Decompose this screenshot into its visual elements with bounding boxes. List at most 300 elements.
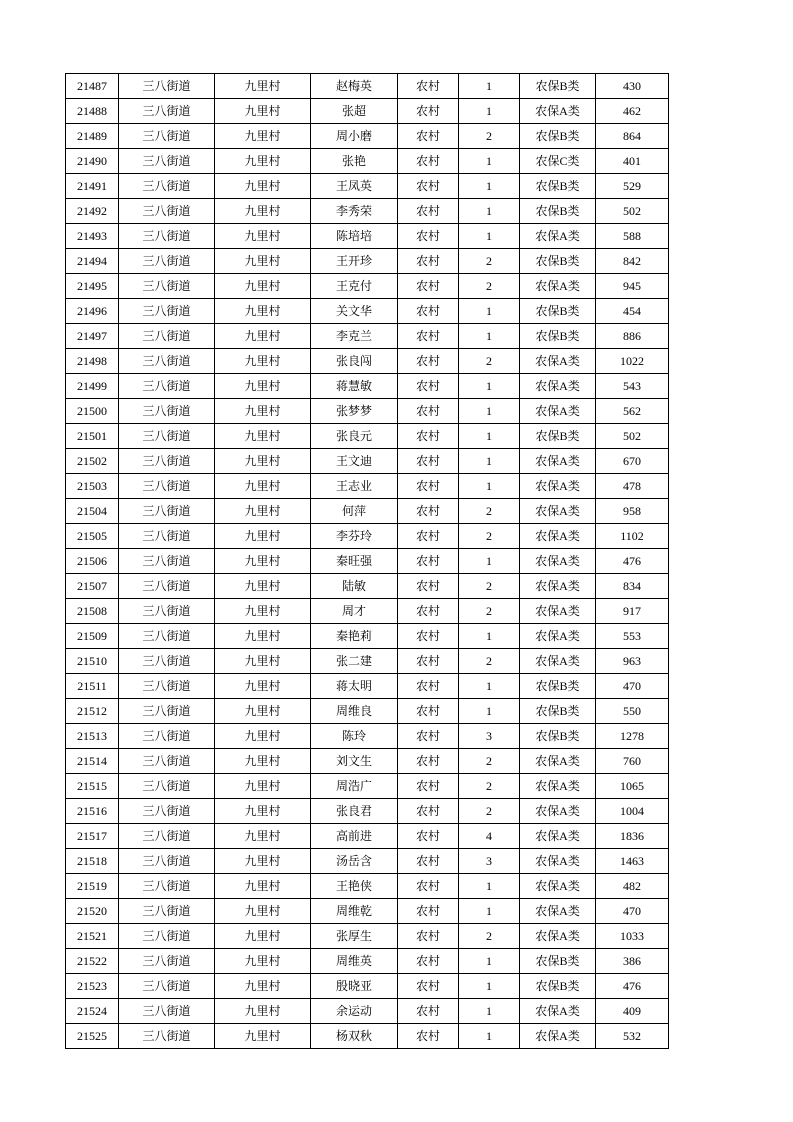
cell-name: 张良君 <box>311 799 398 824</box>
table-row <box>66 574 669 599</box>
table-row <box>66 899 669 924</box>
cell-amount: 562 <box>596 399 669 424</box>
cell-insurance-category: 农保A类 <box>520 349 596 374</box>
cell-village: 九里村 <box>215 874 311 899</box>
cell-count: 1 <box>459 699 520 724</box>
cell-insurance-category: 农保B类 <box>520 699 596 724</box>
table-row <box>66 349 669 374</box>
cell-id: 21508 <box>66 599 119 624</box>
cell-village: 九里村 <box>215 1024 311 1049</box>
cell-insurance-category: 农保B类 <box>520 124 596 149</box>
cell-id: 21492 <box>66 199 119 224</box>
cell-street: 三八街道 <box>119 74 215 99</box>
cell-id: 21509 <box>66 624 119 649</box>
cell-street: 三八街道 <box>119 799 215 824</box>
cell-amount: 1065 <box>596 774 669 799</box>
cell-id: 21487 <box>66 74 119 99</box>
cell-name: 王凤英 <box>311 174 398 199</box>
cell-insurance-category: 农保A类 <box>520 624 596 649</box>
cell-count: 2 <box>459 499 520 524</box>
cell-village: 九里村 <box>215 624 311 649</box>
cell-insurance-category: 农保A类 <box>520 649 596 674</box>
table-row <box>66 824 669 849</box>
cell-name: 王志业 <box>311 474 398 499</box>
table-row <box>66 874 669 899</box>
cell-insurance-category: 农保A类 <box>520 574 596 599</box>
cell-street: 三八街道 <box>119 374 215 399</box>
table-row <box>66 724 669 749</box>
cell-count: 2 <box>459 749 520 774</box>
cell-residence-type: 农村 <box>398 749 459 774</box>
cell-count: 1 <box>459 449 520 474</box>
cell-insurance-category: 农保A类 <box>520 374 596 399</box>
table-row <box>66 449 669 474</box>
cell-name: 周小磨 <box>311 124 398 149</box>
cell-village: 九里村 <box>215 274 311 299</box>
table-row <box>66 374 669 399</box>
cell-amount: 543 <box>596 374 669 399</box>
cell-village: 九里村 <box>215 149 311 174</box>
cell-street: 三八街道 <box>119 499 215 524</box>
cell-amount: 502 <box>596 199 669 224</box>
cell-street: 三八街道 <box>119 274 215 299</box>
cell-insurance-category: 农保A类 <box>520 849 596 874</box>
cell-insurance-category: 农保A类 <box>520 474 596 499</box>
cell-id: 21511 <box>66 674 119 699</box>
cell-insurance-category: 农保A类 <box>520 99 596 124</box>
cell-residence-type: 农村 <box>398 1024 459 1049</box>
cell-count: 1 <box>459 324 520 349</box>
table-row <box>66 474 669 499</box>
cell-village: 九里村 <box>215 924 311 949</box>
cell-amount: 886 <box>596 324 669 349</box>
cell-amount: 1102 <box>596 524 669 549</box>
cell-residence-type: 农村 <box>398 974 459 999</box>
cell-street: 三八街道 <box>119 749 215 774</box>
cell-name: 蒋慧敏 <box>311 374 398 399</box>
cell-village: 九里村 <box>215 499 311 524</box>
cell-street: 三八街道 <box>119 649 215 674</box>
cell-id: 21500 <box>66 399 119 424</box>
cell-id: 21493 <box>66 224 119 249</box>
cell-residence-type: 农村 <box>398 574 459 599</box>
cell-name: 蒋太明 <box>311 674 398 699</box>
cell-insurance-category: 农保A类 <box>520 899 596 924</box>
cell-count: 1 <box>459 949 520 974</box>
table-row <box>66 699 669 724</box>
cell-amount: 502 <box>596 424 669 449</box>
cell-residence-type: 农村 <box>398 624 459 649</box>
table-row <box>66 949 669 974</box>
cell-residence-type: 农村 <box>398 424 459 449</box>
cell-street: 三八街道 <box>119 924 215 949</box>
cell-village: 九里村 <box>215 424 311 449</box>
cell-residence-type: 农村 <box>398 549 459 574</box>
table-row <box>66 174 669 199</box>
cell-residence-type: 农村 <box>398 724 459 749</box>
cell-residence-type: 农村 <box>398 949 459 974</box>
cell-village: 九里村 <box>215 724 311 749</box>
cell-village: 九里村 <box>215 899 311 924</box>
cell-village: 九里村 <box>215 224 311 249</box>
cell-count: 2 <box>459 774 520 799</box>
cell-village: 九里村 <box>215 799 311 824</box>
cell-id: 21489 <box>66 124 119 149</box>
cell-name: 张超 <box>311 99 398 124</box>
cell-amount: 1033 <box>596 924 669 949</box>
cell-name: 关文华 <box>311 299 398 324</box>
cell-insurance-category: 农保C类 <box>520 149 596 174</box>
cell-village: 九里村 <box>215 299 311 324</box>
cell-name: 杨双秋 <box>311 1024 398 1049</box>
cell-amount: 760 <box>596 749 669 774</box>
cell-name: 张二建 <box>311 649 398 674</box>
cell-count: 1 <box>459 424 520 449</box>
cell-residence-type: 农村 <box>398 599 459 624</box>
cell-amount: 945 <box>596 274 669 299</box>
cell-id: 21496 <box>66 299 119 324</box>
cell-id: 21490 <box>66 149 119 174</box>
cell-count: 1 <box>459 474 520 499</box>
cell-residence-type: 农村 <box>398 199 459 224</box>
table-row <box>66 1024 669 1049</box>
cell-residence-type: 农村 <box>398 924 459 949</box>
cell-name: 张艳 <box>311 149 398 174</box>
cell-name: 张厚生 <box>311 924 398 949</box>
cell-id: 21524 <box>66 999 119 1024</box>
cell-street: 三八街道 <box>119 149 215 174</box>
cell-village: 九里村 <box>215 674 311 699</box>
cell-residence-type: 农村 <box>398 699 459 724</box>
cell-insurance-category: 农保B类 <box>520 424 596 449</box>
cell-count: 2 <box>459 274 520 299</box>
cell-id: 21491 <box>66 174 119 199</box>
cell-count: 1 <box>459 399 520 424</box>
cell-id: 21521 <box>66 924 119 949</box>
cell-id: 21506 <box>66 549 119 574</box>
cell-name: 陈玲 <box>311 724 398 749</box>
cell-insurance-category: 农保B类 <box>520 299 596 324</box>
cell-count: 2 <box>459 124 520 149</box>
cell-street: 三八街道 <box>119 124 215 149</box>
cell-insurance-category: 农保A类 <box>520 824 596 849</box>
cell-name: 李秀荣 <box>311 199 398 224</box>
cell-village: 九里村 <box>215 849 311 874</box>
cell-village: 九里村 <box>215 599 311 624</box>
cell-street: 三八街道 <box>119 399 215 424</box>
cell-village: 九里村 <box>215 174 311 199</box>
table-row <box>66 624 669 649</box>
table-row <box>66 499 669 524</box>
cell-id: 21507 <box>66 574 119 599</box>
cell-amount: 478 <box>596 474 669 499</box>
cell-amount: 1463 <box>596 849 669 874</box>
cell-village: 九里村 <box>215 524 311 549</box>
table-row <box>66 774 669 799</box>
cell-id: 21510 <box>66 649 119 674</box>
cell-residence-type: 农村 <box>398 899 459 924</box>
cell-count: 1 <box>459 374 520 399</box>
cell-name: 何萍 <box>311 499 398 524</box>
cell-residence-type: 农村 <box>398 174 459 199</box>
cell-village: 九里村 <box>215 999 311 1024</box>
cell-id: 21505 <box>66 524 119 549</box>
cell-count: 2 <box>459 574 520 599</box>
cell-id: 21497 <box>66 324 119 349</box>
cell-id: 21514 <box>66 749 119 774</box>
cell-amount: 462 <box>596 99 669 124</box>
cell-residence-type: 农村 <box>398 399 459 424</box>
cell-amount: 550 <box>596 699 669 724</box>
cell-village: 九里村 <box>215 399 311 424</box>
cell-street: 三八街道 <box>119 174 215 199</box>
cell-village: 九里村 <box>215 774 311 799</box>
cell-residence-type: 农村 <box>398 674 459 699</box>
cell-village: 九里村 <box>215 699 311 724</box>
cell-id: 21513 <box>66 724 119 749</box>
cell-name: 周维乾 <box>311 899 398 924</box>
cell-name: 秦艳莉 <box>311 624 398 649</box>
cell-residence-type: 农村 <box>398 149 459 174</box>
cell-amount: 917 <box>596 599 669 624</box>
table-row <box>66 974 669 999</box>
cell-count: 2 <box>459 524 520 549</box>
cell-insurance-category: 农保A类 <box>520 1024 596 1049</box>
cell-count: 2 <box>459 349 520 374</box>
cell-count: 1 <box>459 674 520 699</box>
cell-name: 张良闯 <box>311 349 398 374</box>
table-row <box>66 924 669 949</box>
table-row <box>66 199 669 224</box>
cell-residence-type: 农村 <box>398 224 459 249</box>
table-row <box>66 324 669 349</box>
table-body <box>66 74 669 1049</box>
cell-street: 三八街道 <box>119 849 215 874</box>
cell-count: 1 <box>459 299 520 324</box>
cell-count: 3 <box>459 724 520 749</box>
cell-amount: 482 <box>596 874 669 899</box>
cell-count: 1 <box>459 549 520 574</box>
table-row <box>66 124 669 149</box>
cell-name: 周才 <box>311 599 398 624</box>
cell-count: 3 <box>459 849 520 874</box>
table-row <box>66 649 669 674</box>
cell-insurance-category: 农保A类 <box>520 549 596 574</box>
cell-village: 九里村 <box>215 974 311 999</box>
cell-name: 李克兰 <box>311 324 398 349</box>
cell-village: 九里村 <box>215 374 311 399</box>
cell-insurance-category: 农保A类 <box>520 924 596 949</box>
cell-street: 三八街道 <box>119 899 215 924</box>
cell-amount: 386 <box>596 949 669 974</box>
cell-amount: 963 <box>596 649 669 674</box>
cell-name: 王克付 <box>311 274 398 299</box>
cell-amount: 958 <box>596 499 669 524</box>
table-row <box>66 224 669 249</box>
cell-amount: 864 <box>596 124 669 149</box>
cell-id: 21523 <box>66 974 119 999</box>
cell-street: 三八街道 <box>119 824 215 849</box>
cell-amount: 553 <box>596 624 669 649</box>
cell-residence-type: 农村 <box>398 649 459 674</box>
cell-street: 三八街道 <box>119 874 215 899</box>
cell-id: 21488 <box>66 99 119 124</box>
cell-street: 三八街道 <box>119 1024 215 1049</box>
table-row <box>66 524 669 549</box>
cell-residence-type: 农村 <box>398 799 459 824</box>
cell-insurance-category: 农保B类 <box>520 949 596 974</box>
cell-amount: 409 <box>596 999 669 1024</box>
cell-id: 21515 <box>66 774 119 799</box>
cell-street: 三八街道 <box>119 949 215 974</box>
cell-insurance-category: 农保A类 <box>520 274 596 299</box>
insurance-roster-table <box>65 73 669 1049</box>
cell-name: 周维良 <box>311 699 398 724</box>
cell-amount: 588 <box>596 224 669 249</box>
cell-count: 1 <box>459 874 520 899</box>
cell-count: 1 <box>459 974 520 999</box>
table-row <box>66 249 669 274</box>
cell-name: 王开珍 <box>311 249 398 274</box>
cell-village: 九里村 <box>215 649 311 674</box>
cell-village: 九里村 <box>215 824 311 849</box>
cell-count: 1 <box>459 999 520 1024</box>
cell-id: 21516 <box>66 799 119 824</box>
cell-residence-type: 农村 <box>398 349 459 374</box>
table-row <box>66 424 669 449</box>
cell-amount: 834 <box>596 574 669 599</box>
table-row <box>66 399 669 424</box>
cell-street: 三八街道 <box>119 99 215 124</box>
cell-count: 2 <box>459 799 520 824</box>
cell-insurance-category: 农保B类 <box>520 674 596 699</box>
cell-village: 九里村 <box>215 549 311 574</box>
cell-street: 三八街道 <box>119 549 215 574</box>
cell-residence-type: 农村 <box>398 124 459 149</box>
cell-count: 1 <box>459 74 520 99</box>
cell-id: 21512 <box>66 699 119 724</box>
cell-id: 21518 <box>66 849 119 874</box>
cell-residence-type: 农村 <box>398 74 459 99</box>
cell-insurance-category: 农保A类 <box>520 224 596 249</box>
cell-street: 三八街道 <box>119 224 215 249</box>
cell-street: 三八街道 <box>119 474 215 499</box>
cell-name: 周维英 <box>311 949 398 974</box>
cell-count: 1 <box>459 199 520 224</box>
cell-id: 21495 <box>66 274 119 299</box>
cell-residence-type: 农村 <box>398 499 459 524</box>
cell-count: 2 <box>459 249 520 274</box>
cell-residence-type: 农村 <box>398 474 459 499</box>
cell-name: 张良元 <box>311 424 398 449</box>
cell-insurance-category: 农保B类 <box>520 174 596 199</box>
cell-name: 陆敏 <box>311 574 398 599</box>
table-row <box>66 999 669 1024</box>
cell-name: 秦旺强 <box>311 549 398 574</box>
cell-name: 刘文生 <box>311 749 398 774</box>
cell-count: 1 <box>459 624 520 649</box>
cell-amount: 401 <box>596 149 669 174</box>
table-row <box>66 74 669 99</box>
cell-id: 21494 <box>66 249 119 274</box>
cell-street: 三八街道 <box>119 424 215 449</box>
cell-village: 九里村 <box>215 949 311 974</box>
cell-insurance-category: 农保A类 <box>520 399 596 424</box>
cell-residence-type: 农村 <box>398 374 459 399</box>
table-row <box>66 674 669 699</box>
cell-street: 三八街道 <box>119 624 215 649</box>
cell-village: 九里村 <box>215 99 311 124</box>
cell-id: 21520 <box>66 899 119 924</box>
cell-name: 汤岳含 <box>311 849 398 874</box>
cell-residence-type: 农村 <box>398 824 459 849</box>
cell-insurance-category: 农保A类 <box>520 524 596 549</box>
cell-amount: 476 <box>596 549 669 574</box>
table-row <box>66 749 669 774</box>
cell-street: 三八街道 <box>119 449 215 474</box>
cell-count: 1 <box>459 1024 520 1049</box>
cell-amount: 532 <box>596 1024 669 1049</box>
cell-id: 21525 <box>66 1024 119 1049</box>
cell-street: 三八街道 <box>119 999 215 1024</box>
cell-residence-type: 农村 <box>398 274 459 299</box>
cell-insurance-category: 农保A类 <box>520 799 596 824</box>
cell-name: 余运动 <box>311 999 398 1024</box>
table-row <box>66 299 669 324</box>
cell-insurance-category: 农保B类 <box>520 324 596 349</box>
cell-name: 陈培培 <box>311 224 398 249</box>
cell-insurance-category: 农保A类 <box>520 599 596 624</box>
cell-count: 1 <box>459 174 520 199</box>
cell-residence-type: 农村 <box>398 299 459 324</box>
cell-insurance-category: 农保A类 <box>520 449 596 474</box>
cell-residence-type: 农村 <box>398 849 459 874</box>
cell-village: 九里村 <box>215 249 311 274</box>
cell-amount: 470 <box>596 899 669 924</box>
cell-name: 张梦梦 <box>311 399 398 424</box>
cell-amount: 1278 <box>596 724 669 749</box>
cell-village: 九里村 <box>215 449 311 474</box>
cell-count: 4 <box>459 824 520 849</box>
cell-street: 三八街道 <box>119 974 215 999</box>
cell-id: 21501 <box>66 424 119 449</box>
cell-amount: 1022 <box>596 349 669 374</box>
cell-street: 三八街道 <box>119 599 215 624</box>
cell-insurance-category: 农保A类 <box>520 499 596 524</box>
cell-street: 三八街道 <box>119 299 215 324</box>
cell-residence-type: 农村 <box>398 249 459 274</box>
cell-name: 赵梅英 <box>311 74 398 99</box>
cell-amount: 1836 <box>596 824 669 849</box>
cell-insurance-category: 农保B类 <box>520 249 596 274</box>
cell-residence-type: 农村 <box>398 324 459 349</box>
cell-insurance-category: 农保A类 <box>520 999 596 1024</box>
cell-village: 九里村 <box>215 474 311 499</box>
cell-insurance-category: 农保A类 <box>520 874 596 899</box>
cell-village: 九里村 <box>215 324 311 349</box>
cell-count: 1 <box>459 224 520 249</box>
cell-name: 王艳侠 <box>311 874 398 899</box>
cell-amount: 470 <box>596 674 669 699</box>
cell-insurance-category: 农保B类 <box>520 974 596 999</box>
cell-name: 王文迪 <box>311 449 398 474</box>
cell-name: 周浩广 <box>311 774 398 799</box>
cell-amount: 670 <box>596 449 669 474</box>
cell-count: 2 <box>459 599 520 624</box>
table-row <box>66 849 669 874</box>
cell-insurance-category: 农保A类 <box>520 749 596 774</box>
cell-street: 三八街道 <box>119 324 215 349</box>
